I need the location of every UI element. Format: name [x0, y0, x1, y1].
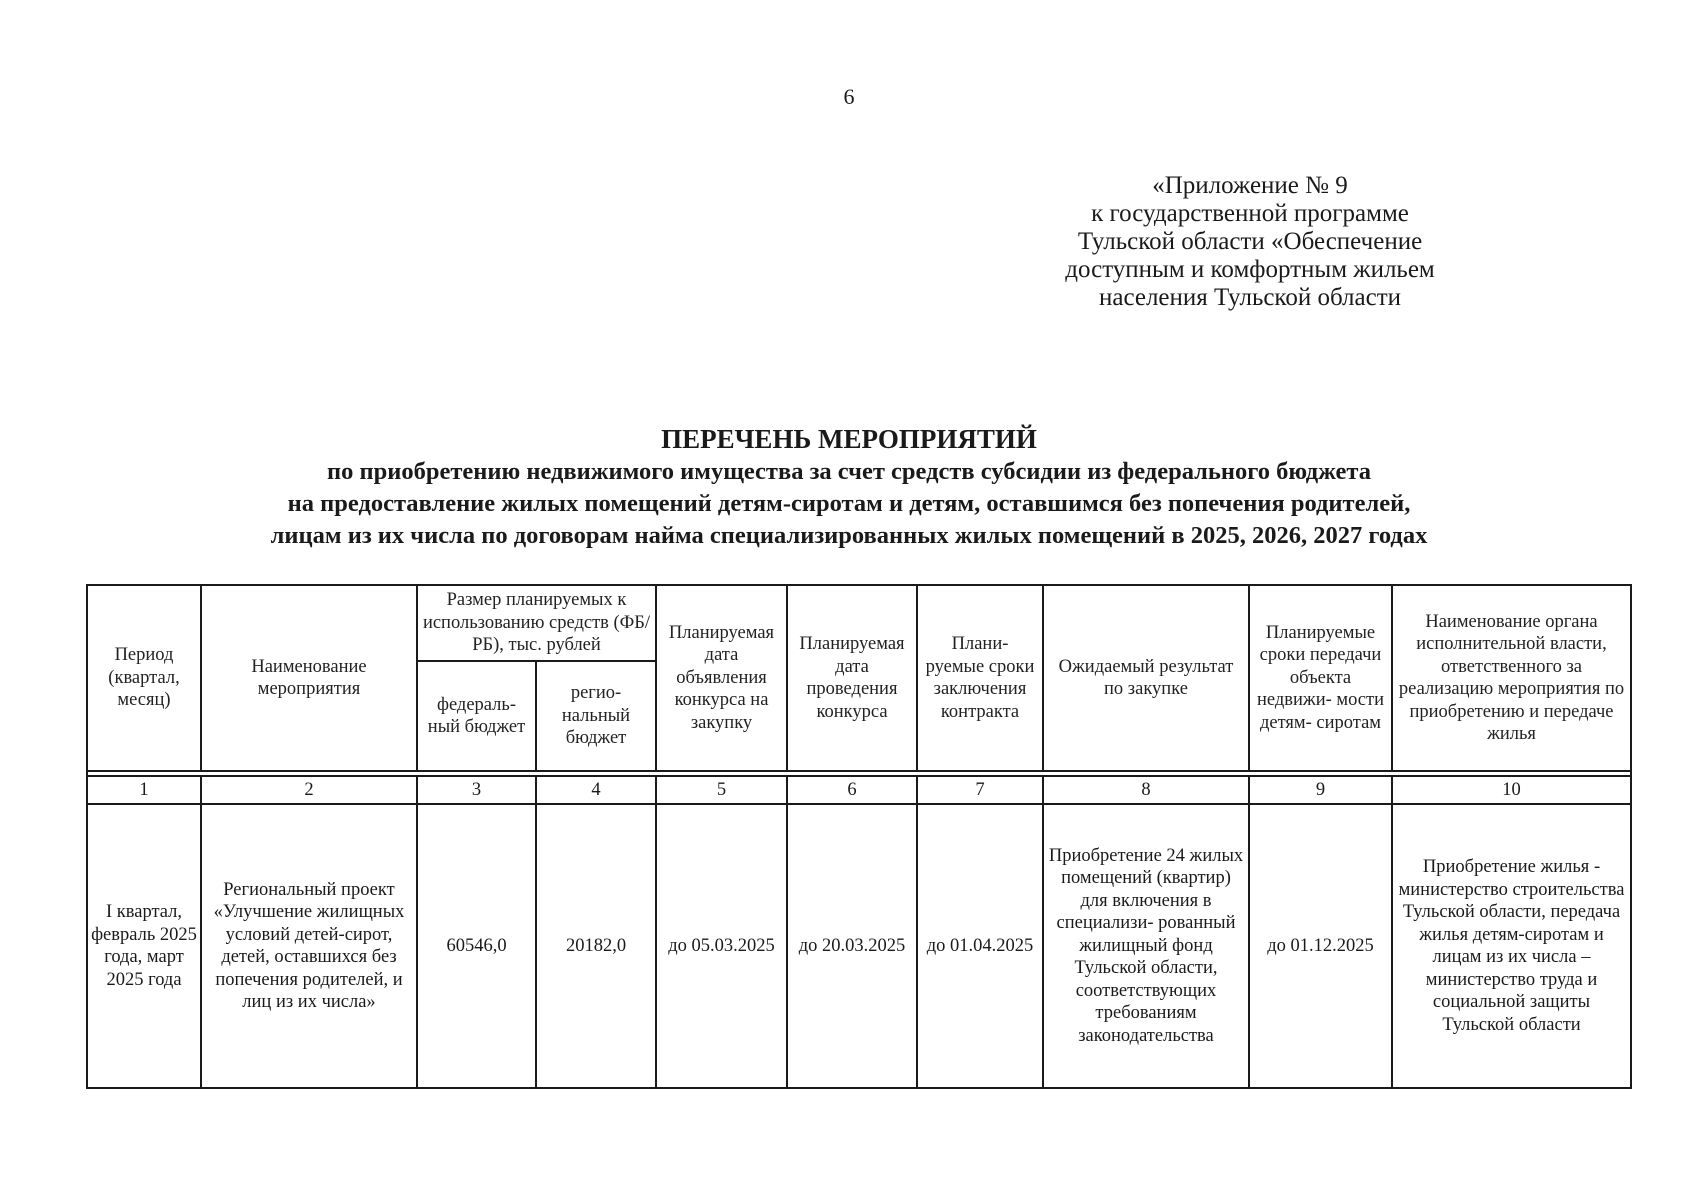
header-contract-terms: Плани- руемые сроки заключения контракта — [917, 585, 1043, 771]
appendix-line: «Приложение № 9 — [1152, 172, 1348, 199]
header-expected-result: Ожидаемый результат по закупке — [1043, 585, 1249, 771]
column-number: 9 — [1249, 776, 1392, 804]
column-number: 3 — [417, 776, 536, 804]
title-line: на предоставление жилых помещений детям-сиротам и детям, оставшимся без попечения родителей, — [287, 490, 1411, 517]
column-number: 5 — [656, 776, 787, 804]
events-table — [86, 584, 1632, 1089]
cell-federal: 60546,0 — [417, 804, 536, 1088]
column-number: 7 — [917, 776, 1043, 804]
appendix-block — [1050, 172, 1450, 312]
column-number: 1 — [87, 776, 201, 804]
appendix-line: к государственной программе — [1091, 200, 1409, 227]
cell-period: I квартал, февраль 2025 года, март 2025 года — [87, 804, 201, 1088]
title-main: ПЕРЕЧЕНЬ МЕРОПРИЯТИЙ — [661, 424, 1037, 454]
header-announce-date: Планируемая дата объявления конкурса на закупку — [656, 585, 787, 771]
header-authority: Наименование органа исполнительной власти, ответственного за реализацию мероприятия по приобретению и передаче жилья — [1392, 585, 1631, 771]
cell-name: Региональный проект «Улучшение жилищных условий детей-сирот, детей, оставшихся без попечения родителей, и лиц из их числа» — [201, 804, 417, 1088]
cell-announce-date: до 05.03.2025 — [656, 804, 787, 1088]
cell-contest-date: до 20.03.2025 — [787, 804, 917, 1088]
cell-contract-terms: до 01.04.2025 — [917, 804, 1043, 1088]
cell-regional: 20182,0 — [536, 804, 656, 1088]
table-row — [87, 804, 1631, 1088]
appendix-line: Тульской области «Обеспечение — [1077, 228, 1423, 255]
column-number: 8 — [1043, 776, 1249, 804]
title-line: лицам из их числа по договорам найма специализированных жилых помещений в 2025, 2026, 2027 годах — [270, 522, 1428, 549]
header-regional: регио- нальный бюджет — [536, 661, 656, 771]
column-number: 10 — [1392, 776, 1631, 804]
cell-transfer-terms: до 01.12.2025 — [1249, 804, 1392, 1088]
header-funds-group: Размер планируемых к использованию средств (ФБ/РБ), тыс. рублей — [417, 585, 656, 661]
cell-expected-result: Приобретение 24 жилых помещений (квартир) для включения в специализи- рованный жилищный фонд Тульской области, соответствующих требованиям законодательства — [1043, 804, 1249, 1088]
title-line: по приобретению недвижимого имущества за счет средств субсидии из федерального бюджета — [327, 458, 1371, 485]
header-federal: федераль- ный бюджет — [417, 661, 536, 771]
header-transfer-terms: Планируемые сроки передачи объекта недвижи- мости детям- сиротам — [1249, 585, 1392, 771]
appendix-line: доступным и комфортным жильем — [1065, 256, 1435, 283]
document-title — [60, 422, 1638, 552]
page-number: 6 — [843, 84, 855, 109]
column-number: 4 — [536, 776, 656, 804]
column-number-row — [87, 776, 1631, 804]
column-number: 6 — [787, 776, 917, 804]
column-number: 2 — [201, 776, 417, 804]
header-contest-date: Планируемая дата проведения конкурса — [787, 585, 917, 771]
appendix-line: населения Тульской области — [1098, 284, 1402, 311]
cell-authority: Приобретение жилья - министерство строительства Тульской области, передача жилья детям-сиротам и лицам из их числа – министерство труда и социальной защиты Тульской области — [1392, 804, 1631, 1088]
header-period: Период (квартал, месяц) — [87, 585, 201, 771]
header-row — [87, 585, 1631, 661]
header-name: Наименование мероприятия — [201, 585, 417, 771]
